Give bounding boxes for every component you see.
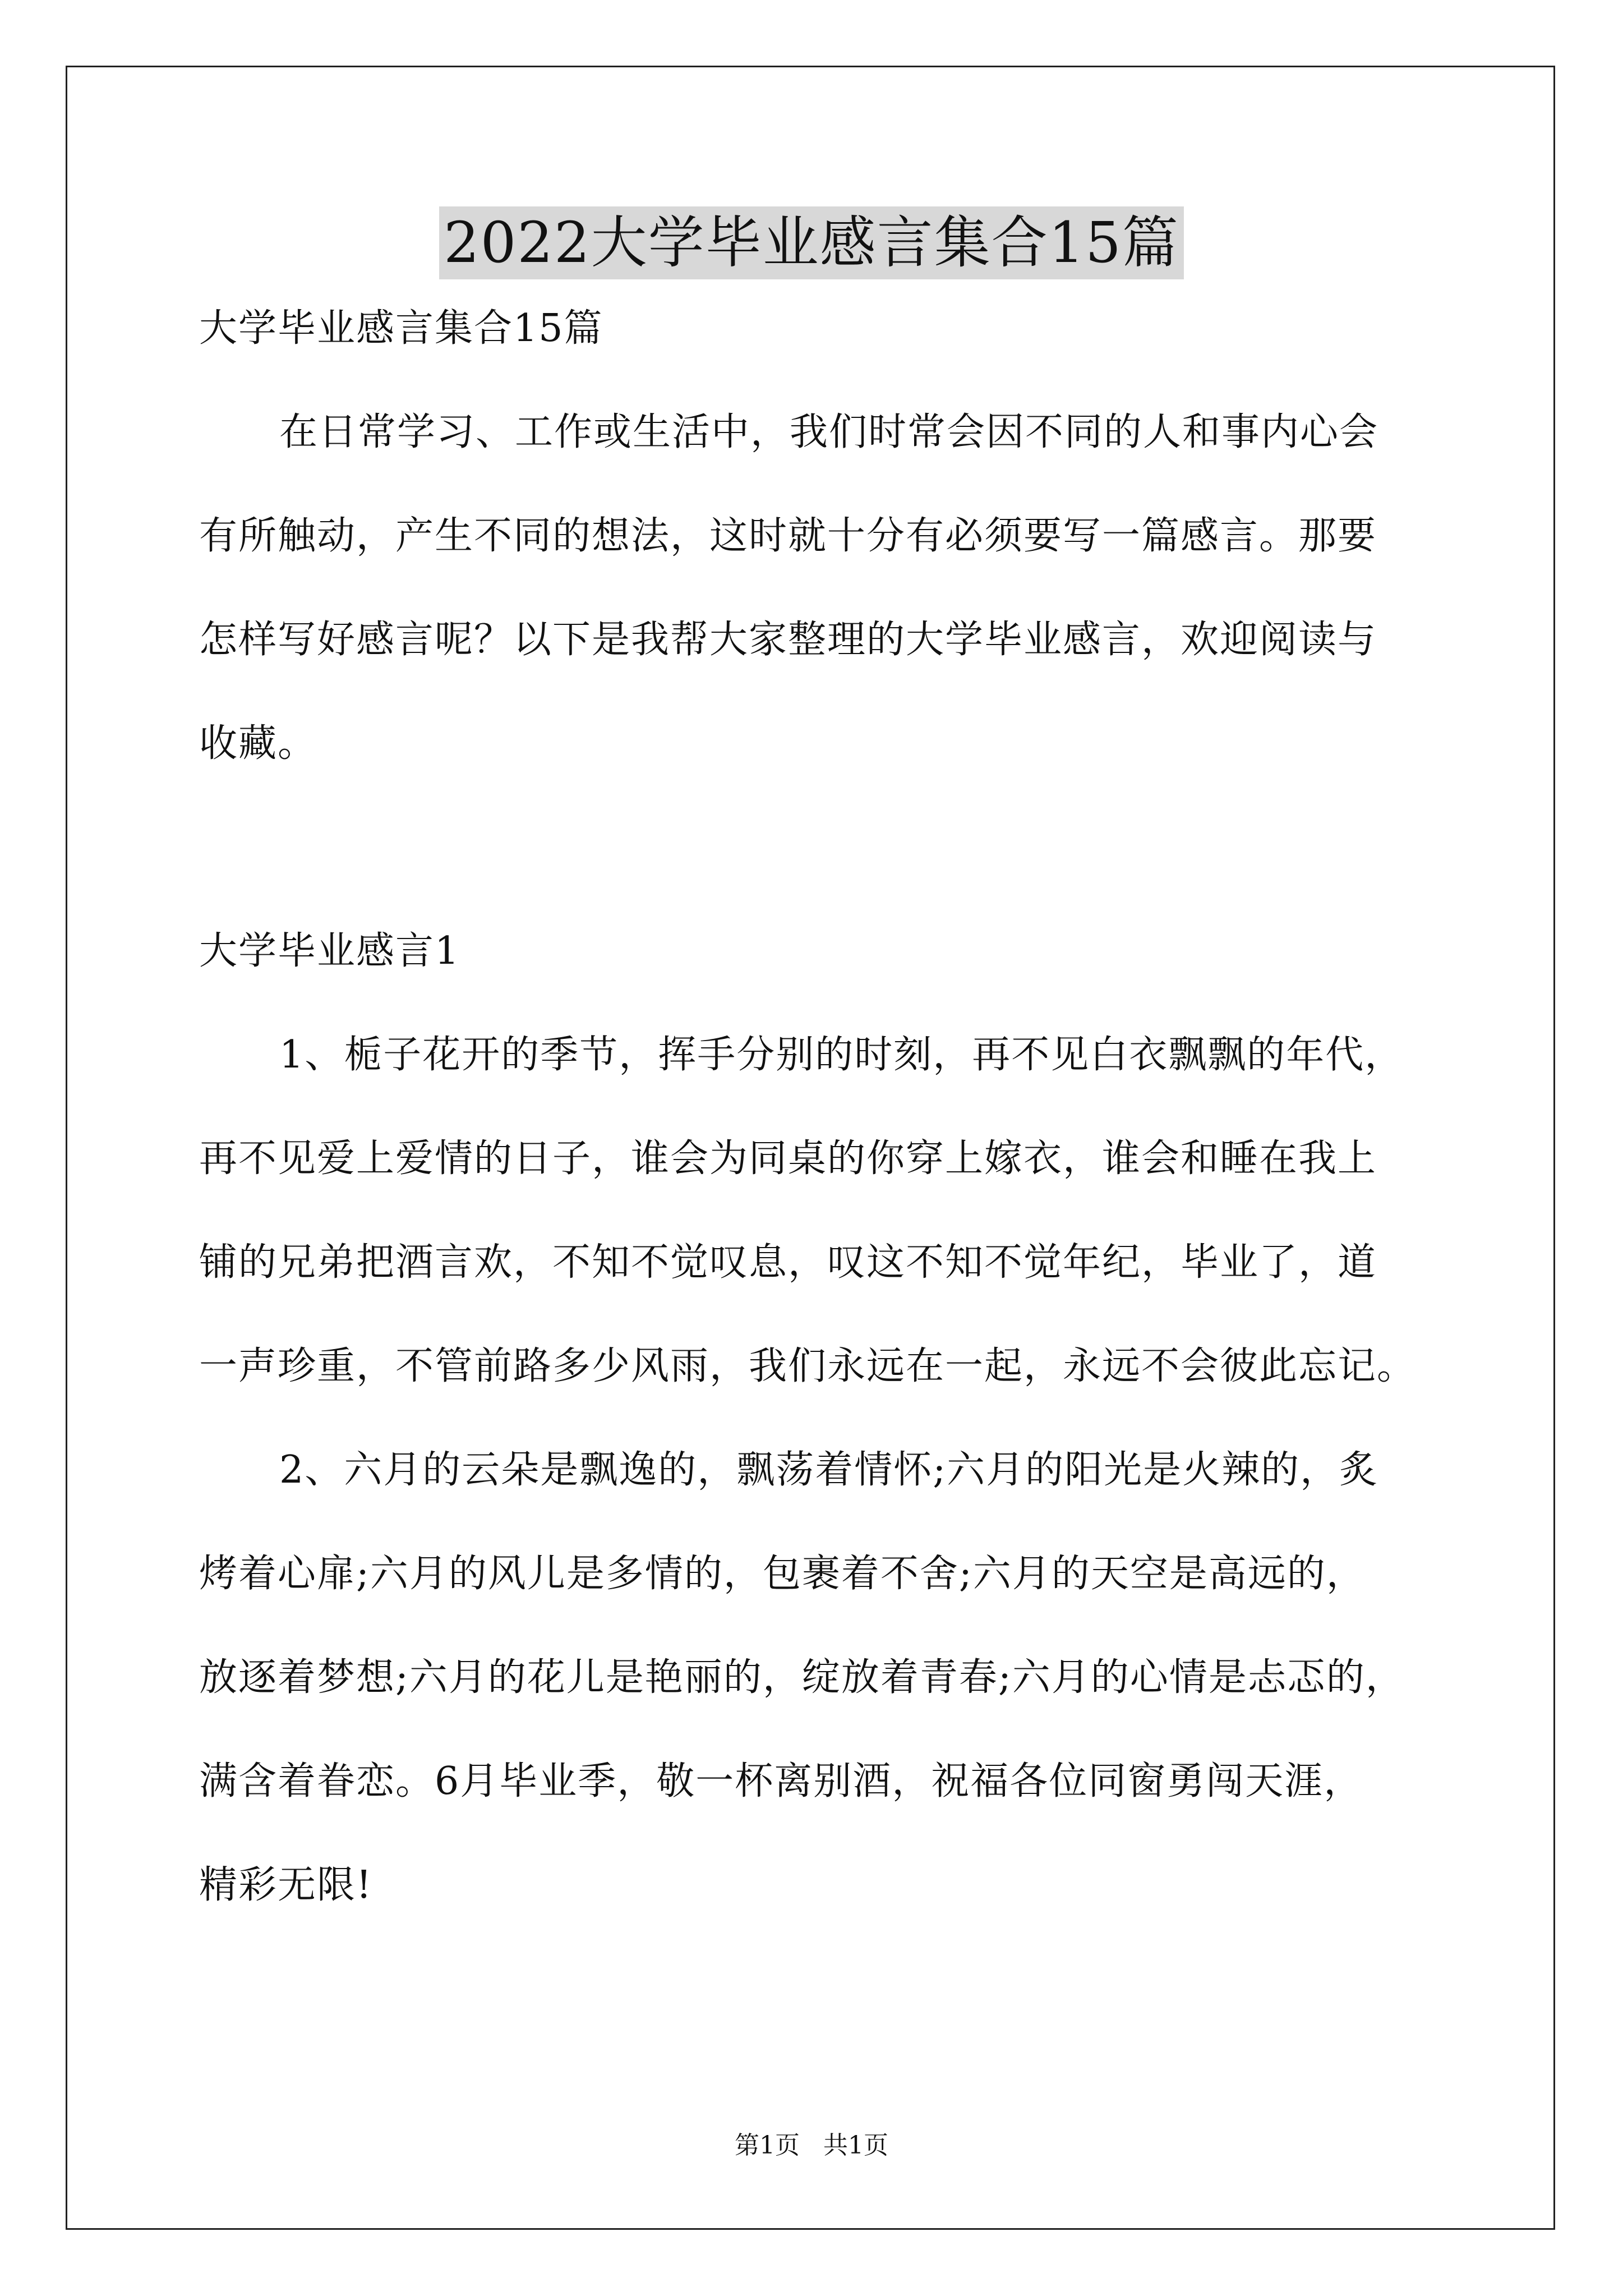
intro-line: 怎样写好感言呢？以下是我帮大家整理的大学毕业感言，欢迎阅读与 <box>199 618 1377 662</box>
intro-subtitle: 大学毕业感言集合15篇 <box>199 306 603 351</box>
paragraph-line: 一声珍重，不管前路多少风雨，我们永远在一起，永远不会彼此忘记。 <box>199 1344 1417 1388</box>
title-wrap <box>0 206 1623 279</box>
paragraph-line: 放逐着梦想;六月的花儿是艳丽的，绽放着青春;六月的心情是忐忑的， <box>199 1655 1405 1700</box>
document-body <box>199 303 1433 1963</box>
intro-line: 收藏。 <box>199 721 317 766</box>
paragraph-line: 再不见爱上爱情的日子，谁会为同桌的你穿上嫁衣，谁会和睡在我上 <box>199 1137 1377 1181</box>
section-spacer <box>199 822 1433 926</box>
paragraph-line: 精彩无限! <box>199 1863 373 1907</box>
page-footer <box>0 2129 1623 2162</box>
paragraph-line: 1、栀子花开的季节，挥手分别的时刻，再不见白衣飘飘的年代， <box>279 1033 1404 1077</box>
intro-line: 在日常学习、工作或生活中，我们时常会因不同的人和事内心会 <box>279 410 1379 454</box>
page-number: 第1页 <box>735 2131 800 2160</box>
intro-line: 有所触动，产生不同的想法，这时就十分有必须要写一篇感言。那要 <box>199 514 1377 558</box>
paragraph-line: 烤着心扉;六月的风儿是多情的，包裹着不舍;六月的天空是高远的， <box>199 1552 1366 1596</box>
section-heading: 大学毕业感言1 <box>199 929 460 973</box>
paragraph-line: 铺的兄弟把酒言欢，不知不觉叹息，叹这不知不觉年纪，毕业了，道 <box>199 1240 1377 1285</box>
paragraph-line: 满含着眷恋。6月毕业季，敬一杯离别酒，祝福各位同窗勇闯天涯， <box>199 1759 1363 1803</box>
page-total: 共1页 <box>823 2131 888 2160</box>
paragraph-line: 2、六月的云朵是飘逸的，飘荡着情怀;六月的阳光是火辣的，炙 <box>279 1448 1379 1492</box>
document-title: 2022大学毕业感言集合15篇 <box>439 206 1184 279</box>
